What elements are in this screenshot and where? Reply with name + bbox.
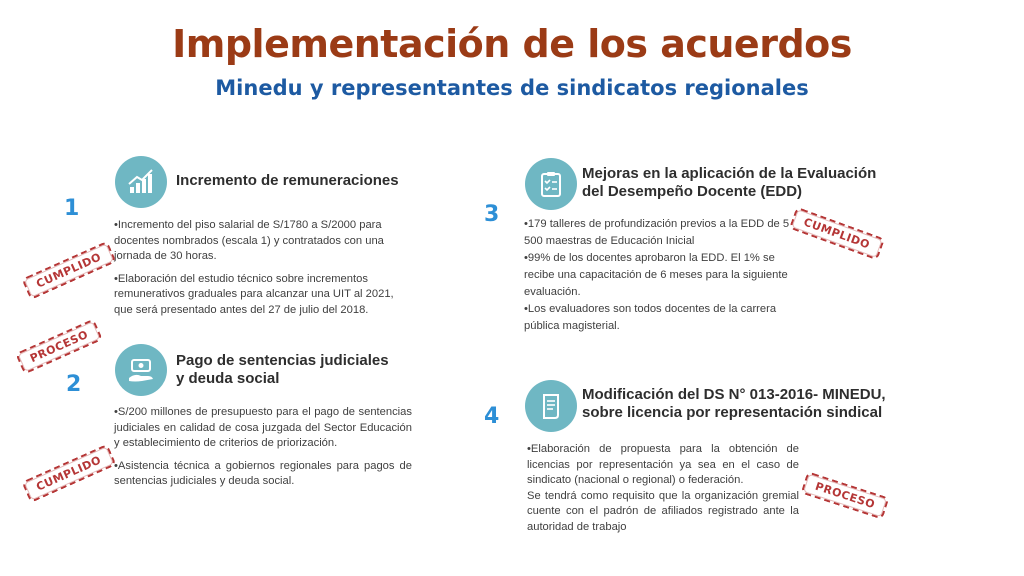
page-title: Implementación de los acuerdos (172, 22, 852, 66)
status-stamp-cumplido-2: CUMPLIDO (21, 444, 116, 503)
section-number-2: 2 (66, 372, 82, 397)
section-2-title-line1: Pago de sentencias judiciales (176, 352, 389, 369)
section-1-title: Incremento de remuneraciones (176, 172, 399, 189)
status-stamp-cumplido-3: CUMPLIDO (789, 207, 885, 261)
status-stamp-proceso-4: PROCESO (801, 471, 890, 520)
section-2-title-line2: y deuda social (176, 370, 280, 387)
chart-growth-icon (115, 156, 167, 208)
section-3-title-line1: Mejoras en la aplicación de la Evaluación (582, 165, 877, 182)
status-stamp-cumplido-1: CUMPLIDO (21, 241, 116, 300)
status-stamp-proceso-1: PROCESO (15, 318, 103, 374)
section-2-bullet-2: •Asistencia técnica a gobiernos regionales para pagos de sentencias judiciales y deuda social. (114, 459, 412, 487)
clipboard-checklist-icon (525, 158, 577, 210)
section-4-body (527, 442, 799, 542)
money-hand-icon (115, 344, 167, 396)
section-1-bullet-2: •Elaboración del estudio técnico sobre incrementos remunerativos graduales para alcanzar una UIT al 2021, que será presentado antes del 27 de julio del 2018. (114, 272, 394, 316)
section-1-body (114, 218, 414, 325)
section-2-bullet-1: •S/200 millones de presupuesto para el pago de sentencias judiciales en calidad de cosa juzgada del Sector Educación y establecimiento de criterios de priorización. (114, 406, 412, 449)
section-4-bullet-1: •Elaboración de propuesta para la obtención de licencias por representación ya sea en el caso de sindicato (nacional o regional) o federación. (527, 443, 799, 486)
section-3-bullet-1: •179 talleres de profundización previos a la EDD de 5 500 maestras de Educación Inicial (524, 218, 790, 247)
section-2-title (176, 352, 389, 388)
section-3-bullet-2: •99% de los docentes aprobaron la EDD. El 1% se recibe una capacitación de 6 meses para la siguiente evaluación. (524, 252, 788, 298)
section-3-title (582, 165, 876, 201)
section-4-title-line1: Modificación del DS N° 013-2016- MINEDU, (582, 386, 886, 403)
section-3-bullet-3: •Los evaluadores son todos docentes de la carrera pública magisterial. (524, 303, 777, 332)
section-4-bullet-2: Se tendrá como requisito que la organización gremial cuente con el padrón de afiliados registrado ante la autoridad de trabajo (527, 489, 799, 533)
page-subtitle: Minedu y representantes de sindicatos regionales (215, 76, 809, 100)
section-number-4: 4 (484, 404, 500, 429)
section-4-title (582, 386, 886, 422)
section-3-title-line2: del Desempeño Docente (EDD) (582, 183, 803, 200)
section-4-title-line2: sobre licencia por representación sindical (582, 404, 883, 421)
section-3-body (524, 216, 794, 342)
document-scroll-icon (525, 380, 577, 432)
section-2-body (114, 405, 412, 497)
section-number-1: 1 (64, 196, 80, 221)
section-number-3: 3 (484, 202, 500, 227)
section-1-bullet-1: •Incremento del piso salarial de S/1780 a S/2000 para docentes nombrados (escala 1) y contratados con una jornada de 30 horas. (114, 219, 384, 262)
